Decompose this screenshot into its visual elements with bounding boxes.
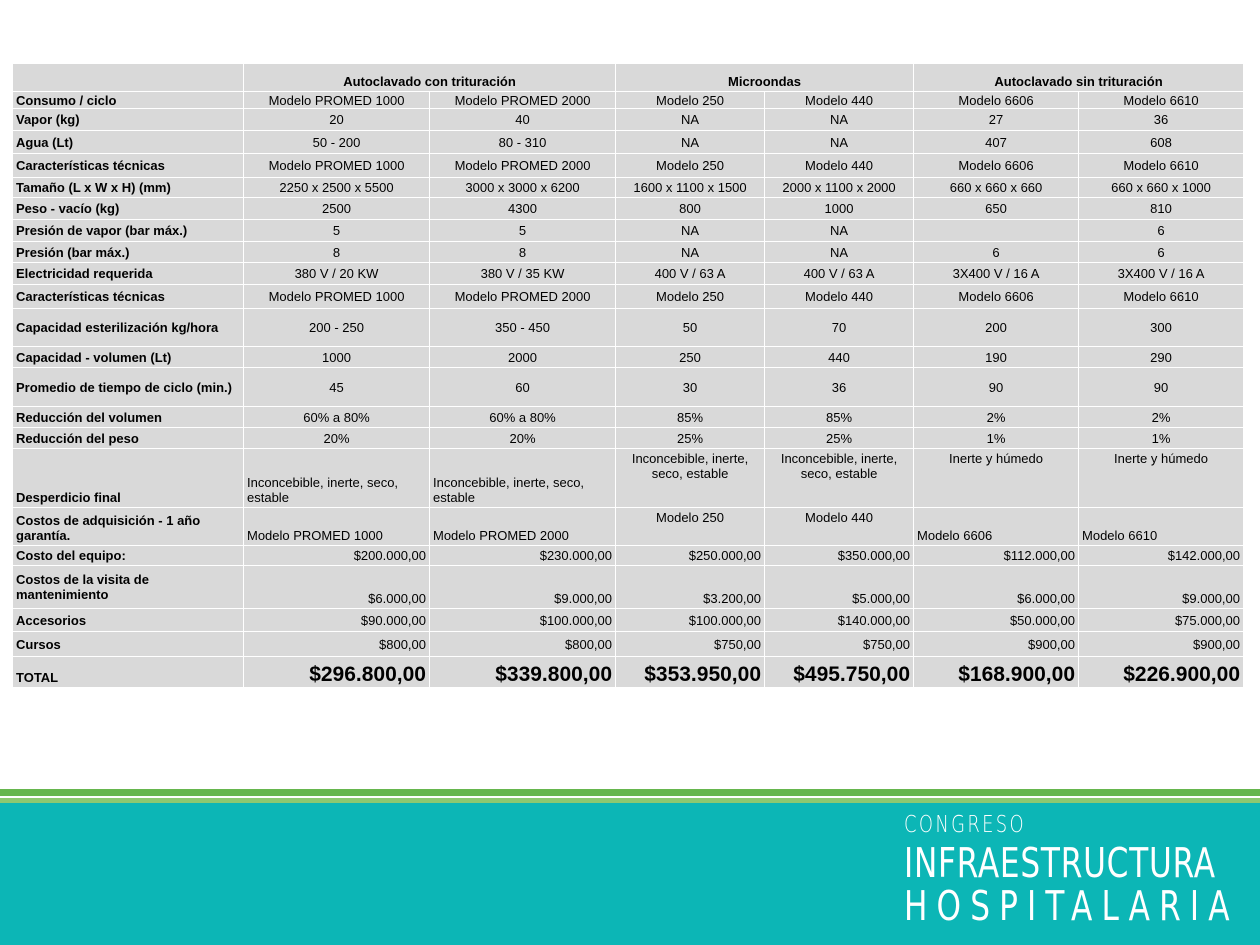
- row-label: Presión de vapor (bar máx.): [13, 220, 244, 242]
- table-cell: 27: [914, 109, 1079, 131]
- row-label: Características técnicas: [13, 285, 244, 309]
- table-row: [13, 220, 1244, 242]
- table-cell: Modelo 6610: [1079, 92, 1244, 109]
- table-row: [13, 309, 1244, 347]
- row-label: Presión (bar máx.): [13, 242, 244, 263]
- table-cell: $900,00: [1079, 632, 1244, 657]
- table-cell: $140.000,00: [765, 609, 914, 632]
- table-cell: 650: [914, 198, 1079, 220]
- table-cell: 800: [616, 198, 765, 220]
- table-cell: Modelo 6606: [914, 92, 1079, 109]
- table-cell: $200.000,00: [244, 546, 430, 566]
- table-cell: 250: [616, 347, 765, 368]
- table-cell: 2000 x 1100 x 2000: [765, 178, 914, 198]
- table-cell: 1%: [914, 428, 1079, 449]
- table-cell: $50.000,00: [914, 609, 1079, 632]
- table-cell: Modelo 6610: [1079, 154, 1244, 178]
- table-cell: Inerte y húmedo: [914, 449, 1079, 508]
- table-cell: Modelo 440: [765, 508, 914, 546]
- table-cell: 2%: [914, 407, 1079, 428]
- table-cell: Modelo 250: [616, 92, 765, 109]
- table-cell: 40: [430, 109, 616, 131]
- group-header-autoclave-trituration: Autoclavado con trituración: [244, 64, 616, 92]
- table-cell: 3000 x 3000 x 6200: [430, 178, 616, 198]
- table-cell: Modelo 250: [616, 154, 765, 178]
- row-label: Promedio de tiempo de ciclo (min.): [13, 368, 244, 407]
- table-cell: 4300: [430, 198, 616, 220]
- table-cell: Modelo 6606: [914, 154, 1079, 178]
- table-row: [13, 632, 1244, 657]
- row-label: TOTAL: [13, 657, 244, 688]
- table-cell: 290: [1079, 347, 1244, 368]
- table-cell: $800,00: [244, 632, 430, 657]
- table-cell: Modelo 250: [616, 285, 765, 309]
- table-row: [13, 178, 1244, 198]
- table-cell: $226.900,00: [1079, 657, 1244, 688]
- table-cell: Modelo 6610: [1079, 508, 1244, 546]
- table-cell: 190: [914, 347, 1079, 368]
- table-cell: 36: [765, 368, 914, 407]
- table-cell: 608: [1079, 131, 1244, 154]
- table-row: [13, 109, 1244, 131]
- table-cell: Inconcebible, inerte, seco, estable: [616, 449, 765, 508]
- table-cell: 2%: [1079, 407, 1244, 428]
- table-cell: 200: [914, 309, 1079, 347]
- table-cell: Modelo PROMED 2000: [430, 92, 616, 109]
- row-label: Electricidad requerida: [13, 263, 244, 285]
- table-cell: 85%: [616, 407, 765, 428]
- table-cell: 1600 x 1100 x 1500: [616, 178, 765, 198]
- table-cell: $230.000,00: [430, 546, 616, 566]
- table-cell: $9.000,00: [430, 566, 616, 609]
- table-cell: 400 V / 63 A: [765, 263, 914, 285]
- table-row: [13, 368, 1244, 407]
- row-label: Características técnicas: [13, 154, 244, 178]
- table-cell: 440: [765, 347, 914, 368]
- table-cell: 3X400 V / 16 A: [914, 263, 1079, 285]
- table-cell: 5: [430, 220, 616, 242]
- table-row: [13, 263, 1244, 285]
- table-body: [13, 92, 1244, 688]
- row-label: Desperdicio final: [13, 449, 244, 508]
- table-cell: $6.000,00: [244, 566, 430, 609]
- table-cell: Modelo 6606: [914, 508, 1079, 546]
- table-cell: 6: [914, 242, 1079, 263]
- table-cell: 380 V / 20 KW: [244, 263, 430, 285]
- table-cell: $100.000,00: [616, 609, 765, 632]
- table-cell: $350.000,00: [765, 546, 914, 566]
- table-cell: 90: [1079, 368, 1244, 407]
- table-cell: $9.000,00: [1079, 566, 1244, 609]
- row-label: Consumo / ciclo: [13, 92, 244, 109]
- table-cell: $5.000,00: [765, 566, 914, 609]
- table-row: [13, 566, 1244, 609]
- table-row: [13, 428, 1244, 449]
- table-cell: 25%: [616, 428, 765, 449]
- table-cell: 90: [914, 368, 1079, 407]
- table-cell: 380 V / 35 KW: [430, 263, 616, 285]
- table-row: [13, 347, 1244, 368]
- table-cell: $90.000,00: [244, 609, 430, 632]
- table-cell: 400 V / 63 A: [616, 263, 765, 285]
- table-cell: 200 - 250: [244, 309, 430, 347]
- table-cell: 85%: [765, 407, 914, 428]
- table-cell: Modelo PROMED 2000: [430, 508, 616, 546]
- table-cell: Modelo 440: [765, 154, 914, 178]
- row-label: Cursos: [13, 632, 244, 657]
- table-cell: NA: [765, 131, 914, 154]
- table-cell: 36: [1079, 109, 1244, 131]
- table-cell: 80 - 310: [430, 131, 616, 154]
- table-cell: $339.800,00: [430, 657, 616, 688]
- table-cell: $750,00: [616, 632, 765, 657]
- row-label: Accesorios: [13, 609, 244, 632]
- table-cell: NA: [616, 220, 765, 242]
- table-cell: 20%: [244, 428, 430, 449]
- table-row: [13, 198, 1244, 220]
- table-cell: 60% a 80%: [430, 407, 616, 428]
- table-row: [13, 609, 1244, 632]
- table-cell: $168.900,00: [914, 657, 1079, 688]
- row-label: Agua (Lt): [13, 131, 244, 154]
- row-label: Costos de la visita de mantenimiento: [13, 566, 244, 609]
- table-cell: 50: [616, 309, 765, 347]
- row-label: Capacidad - volumen (Lt): [13, 347, 244, 368]
- logo-line-congreso: CONGRESO: [904, 812, 1027, 838]
- table-cell: 20: [244, 109, 430, 131]
- table-row: [13, 92, 1244, 109]
- group-header-microwave: Microondas: [616, 64, 914, 92]
- table-cell: 3X400 V / 16 A: [1079, 263, 1244, 285]
- table-header-row: [13, 64, 1244, 92]
- table-cell: Inconcebible, inerte, seco, estable: [244, 449, 430, 508]
- table-row: [13, 242, 1244, 263]
- table-cell: 60% a 80%: [244, 407, 430, 428]
- table-cell: $6.000,00: [914, 566, 1079, 609]
- comparison-table: [12, 63, 1244, 688]
- table-cell: Modelo PROMED 2000: [430, 285, 616, 309]
- table-cell: Modelo PROMED 2000: [430, 154, 616, 178]
- table-cell: NA: [616, 242, 765, 263]
- table-cell: 30: [616, 368, 765, 407]
- table-cell: Modelo 440: [765, 92, 914, 109]
- table-cell: 50 - 200: [244, 131, 430, 154]
- comparison-table-container: [12, 63, 1243, 688]
- table-cell: 300: [1079, 309, 1244, 347]
- table-cell: $800,00: [430, 632, 616, 657]
- table-cell: 70: [765, 309, 914, 347]
- table-cell: Modelo PROMED 1000: [244, 508, 430, 546]
- table-cell: 2000: [430, 347, 616, 368]
- table-cell: 2500: [244, 198, 430, 220]
- table-cell: $900,00: [914, 632, 1079, 657]
- table-cell: $142.000,00: [1079, 546, 1244, 566]
- green-divider: [0, 789, 1260, 796]
- table-cell: 350 - 450: [430, 309, 616, 347]
- table-cell: Modelo PROMED 1000: [244, 92, 430, 109]
- table-cell: 8: [244, 242, 430, 263]
- table-cell: 45: [244, 368, 430, 407]
- table-row: [13, 546, 1244, 566]
- table-cell: $75.000,00: [1079, 609, 1244, 632]
- table-cell: NA: [765, 109, 914, 131]
- table-cell: Modelo PROMED 1000: [244, 154, 430, 178]
- row-label: Reducción del peso: [13, 428, 244, 449]
- row-label: Costos de adquisición - 1 año garantía.: [13, 508, 244, 546]
- table-cell: $495.750,00: [765, 657, 914, 688]
- table-cell: Modelo PROMED 1000: [244, 285, 430, 309]
- table-cell: Inconcebible, inerte, seco, estable: [765, 449, 914, 508]
- table-cell: $296.800,00: [244, 657, 430, 688]
- row-label: Reducción del volumen: [13, 407, 244, 428]
- table-cell: 25%: [765, 428, 914, 449]
- logo-line-hospitalaria: HOSPITALARIA: [904, 882, 1239, 930]
- table-cell: Inconcebible, inerte, seco, estable: [430, 449, 616, 508]
- row-label: Costo del equipo:: [13, 546, 244, 566]
- table-cell: 810: [1079, 198, 1244, 220]
- table-cell: 60: [430, 368, 616, 407]
- table-cell: 6: [1079, 220, 1244, 242]
- row-label: Peso - vacío (kg): [13, 198, 244, 220]
- table-row: [13, 154, 1244, 178]
- table-cell: Modelo 6606: [914, 285, 1079, 309]
- table-cell: NA: [616, 109, 765, 131]
- table-cell: 20%: [430, 428, 616, 449]
- table-cell: [914, 220, 1079, 242]
- table-cell: 1%: [1079, 428, 1244, 449]
- table-cell: 6: [1079, 242, 1244, 263]
- table-cell: $112.000,00: [914, 546, 1079, 566]
- table-cell: 5: [244, 220, 430, 242]
- table-cell: NA: [765, 220, 914, 242]
- table-cell: 407: [914, 131, 1079, 154]
- table-cell: $353.950,00: [616, 657, 765, 688]
- table-cell: 660 x 660 x 660: [914, 178, 1079, 198]
- table-row: [13, 285, 1244, 309]
- table-cell: Modelo 6610: [1079, 285, 1244, 309]
- row-label: Capacidad esterilización kg/hora: [13, 309, 244, 347]
- table-cell: $100.000,00: [430, 609, 616, 632]
- table-cell: $3.200,00: [616, 566, 765, 609]
- row-label: Vapor (kg): [13, 109, 244, 131]
- table-row: [13, 449, 1244, 508]
- table-cell: Inerte y húmedo: [1079, 449, 1244, 508]
- congress-logo: [904, 812, 1239, 930]
- group-header-autoclave-no-trituration: Autoclavado sin trituración: [914, 64, 1244, 92]
- table-cell: 2250 x 2500 x 5500: [244, 178, 430, 198]
- table-cell: NA: [765, 242, 914, 263]
- table-cell: Modelo 440: [765, 285, 914, 309]
- table-cell: Modelo 250: [616, 508, 765, 546]
- table-row: [13, 657, 1244, 688]
- table-row: [13, 407, 1244, 428]
- table-cell: 660 x 660 x 1000: [1079, 178, 1244, 198]
- header-corner-cell: [13, 64, 244, 92]
- table-cell: $750,00: [765, 632, 914, 657]
- table-cell: 8: [430, 242, 616, 263]
- table-cell: $250.000,00: [616, 546, 765, 566]
- table-cell: 1000: [244, 347, 430, 368]
- table-row: [13, 508, 1244, 546]
- table-cell: NA: [616, 131, 765, 154]
- table-row: [13, 131, 1244, 154]
- logo-line-infraestructura: INFRAESTRUCTURA: [904, 839, 1216, 887]
- row-label: Tamaño (L x W x H) (mm): [13, 178, 244, 198]
- table-cell: 1000: [765, 198, 914, 220]
